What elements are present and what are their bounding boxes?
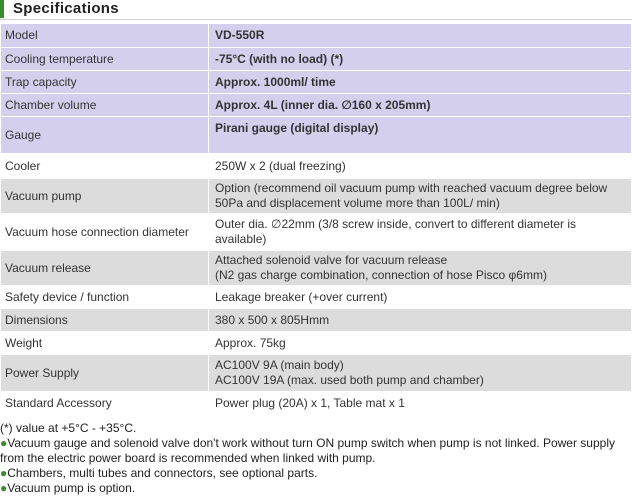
notes-section: [0, 421, 632, 496]
spec-row-dimensions: [1, 309, 632, 332]
spec-label: Vacuum hose connection diameter: [1, 214, 209, 251]
spec-row-standard-accessory: [1, 392, 632, 415]
spec-value: [209, 355, 632, 392]
spec-row-chamber-volume: [1, 94, 632, 117]
spec-row-vacuum-pump: [1, 179, 632, 214]
spec-value-line: AC100V 19A (max. used both pump and chamber): [215, 373, 484, 387]
spec-row-power-supply: [1, 355, 632, 392]
spec-label: Chamber volume: [1, 94, 209, 117]
spec-label: Dimensions: [1, 309, 209, 332]
spec-value-line: Attached solenoid valve for vacuum release: [215, 253, 448, 267]
spec-value: 380 x 500 x 805Hmm: [209, 309, 632, 332]
spec-value: Approx. 4L (inner dia. ∅160 x 205mm): [209, 94, 632, 117]
spec-row-cooling-temperature: [1, 48, 632, 71]
spec-value: VD-550R: [209, 24, 632, 48]
spec-label: Cooler: [1, 154, 209, 179]
spec-label: Gauge: [1, 117, 209, 154]
footnote: (*) value at +5°C - +35°C.: [0, 421, 137, 435]
bullet-icon: ●: [0, 466, 8, 480]
bullet-icon: ●: [0, 481, 8, 495]
spec-row-vacuum-hose-connection-diameter: [1, 214, 632, 251]
note-item: [0, 436, 632, 466]
spec-label: Cooling temperature: [1, 48, 209, 71]
spec-row-safety-device: [1, 286, 632, 309]
spec-value: -75°C (with no load) (*): [209, 48, 632, 71]
spec-label: Power Supply: [1, 355, 209, 392]
spec-value: Outer dia. ∅22mm (3/8 screw inside, convert to different diameter is available): [209, 214, 632, 251]
spec-label: Vacuum pump: [1, 179, 209, 214]
spec-label: Trap capacity: [1, 71, 209, 94]
spec-row-model: [1, 24, 632, 48]
section-header: [0, 0, 632, 20]
note-item: [0, 466, 632, 481]
spec-row-trap-capacity: [1, 71, 632, 94]
header-divider: [0, 19, 632, 20]
page-title: Specifications: [13, 0, 119, 17]
spec-label: Weight: [1, 332, 209, 355]
spec-label: Safety device / function: [1, 286, 209, 309]
specifications-table: [0, 23, 632, 415]
spec-label: Vacuum release: [1, 251, 209, 286]
spec-value: Option (recommend oil vacuum pump with reached vacuum degree below 50Pa and displacement volume more than 100L/ min): [209, 179, 632, 214]
spec-row-gauge: [1, 117, 632, 154]
spec-value: Pirani gauge (digital display): [209, 117, 632, 154]
spec-value: Leakage breaker (+over current): [209, 286, 632, 309]
header-accent-bar: [0, 0, 4, 18]
spec-value-line: AC100V 9A (main body): [215, 358, 344, 372]
note-text: Vacuum pump is option.: [7, 481, 136, 495]
spec-value: 250W x 2 (dual freezing): [209, 154, 632, 179]
spec-value: [209, 251, 632, 286]
bullet-icon: ●: [0, 436, 8, 450]
spec-value: Power plug (20A) x 1, Table mat x 1: [209, 392, 632, 415]
spec-label: Model: [1, 24, 209, 48]
spec-row-cooler: [1, 154, 632, 179]
spec-row-weight: [1, 332, 632, 355]
spec-value: Approx. 75kg: [209, 332, 632, 355]
note-text: Chambers, multi tubes and connectors, see optional parts.: [7, 466, 318, 480]
note-item: [0, 481, 632, 496]
spec-row-vacuum-release: [1, 251, 632, 286]
note-text: Vacuum gauge and solenoid valve don't work without turn ON pump switch when pump is not linked. Power supply from the electric power board is recommended when linked with pump.: [0, 436, 615, 465]
spec-value-line: (N2 gas charge combination, connection of hose Pisco φ6mm): [215, 268, 547, 282]
spec-value: Approx. 1000ml/ time: [209, 71, 632, 94]
spec-label: Standard Accessory: [1, 392, 209, 415]
